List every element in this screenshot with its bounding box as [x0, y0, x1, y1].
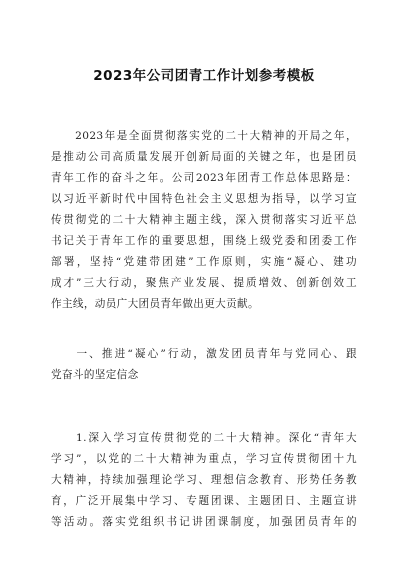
intro-paragraph — [51, 126, 357, 315]
paragraph-line: 育，广泛开展集中学习、专题团课、主题团日、主题宣讲 — [51, 495, 357, 507]
paragraph-line: 作主线，动员广大团员青年做出更大贡献。 — [51, 298, 259, 310]
paragraph-line: 1.深入学习宣传贯彻党的二十大精神。深化“青年大 — [51, 432, 357, 444]
heading-line: 党奋斗的坚定信念 — [51, 369, 139, 381]
paragraph-line: 以习近平新时代中国特色社会主义思想为指导，以学习宣 — [51, 193, 357, 205]
paragraph-line: 等活动。落实党组织书记讲团课制度，加强团员青年的 — [51, 516, 357, 528]
paragraph-line: 是推动公司高质量发展开创新局面的关键之年，也是团员 — [51, 151, 357, 163]
paragraph-line: 成才”三大行动，聚焦产业发展、提质增效、创新创效工 — [51, 277, 357, 289]
paragraph-line: 学习”，以党的二十大精神为重点，学习宣传贯彻团十九 — [51, 453, 357, 465]
paragraph-line: 书记关于青年工作的重要思想，围绕上级党委和团委工作 — [51, 235, 357, 247]
paragraph-line: 部署，坚持“党建带团建”工作原则，实施“凝心、建功 — [51, 256, 357, 268]
paragraph-line: 青年工作的奋斗之年。公司2023年团青工作总体思路是： — [51, 172, 357, 184]
paragraph-line: 传贯彻党的二十大精神主题主线，深入贯彻落实习近平总 — [51, 214, 357, 226]
document-title: 2023年公司团青工作计划参考模板 — [93, 68, 315, 84]
heading-line: 一、推进“凝心”行动，激发团员青年与党同心、跟 — [51, 348, 357, 360]
paragraph-line: 2023年是全面贯彻落实党的二十大精神的开局之年， — [51, 130, 357, 142]
item-1-paragraph — [51, 428, 357, 533]
paragraph-line: 大精神，持续加强理论学习、理想信念教育、形势任务教 — [51, 474, 357, 486]
section-heading-1 — [51, 344, 357, 386]
